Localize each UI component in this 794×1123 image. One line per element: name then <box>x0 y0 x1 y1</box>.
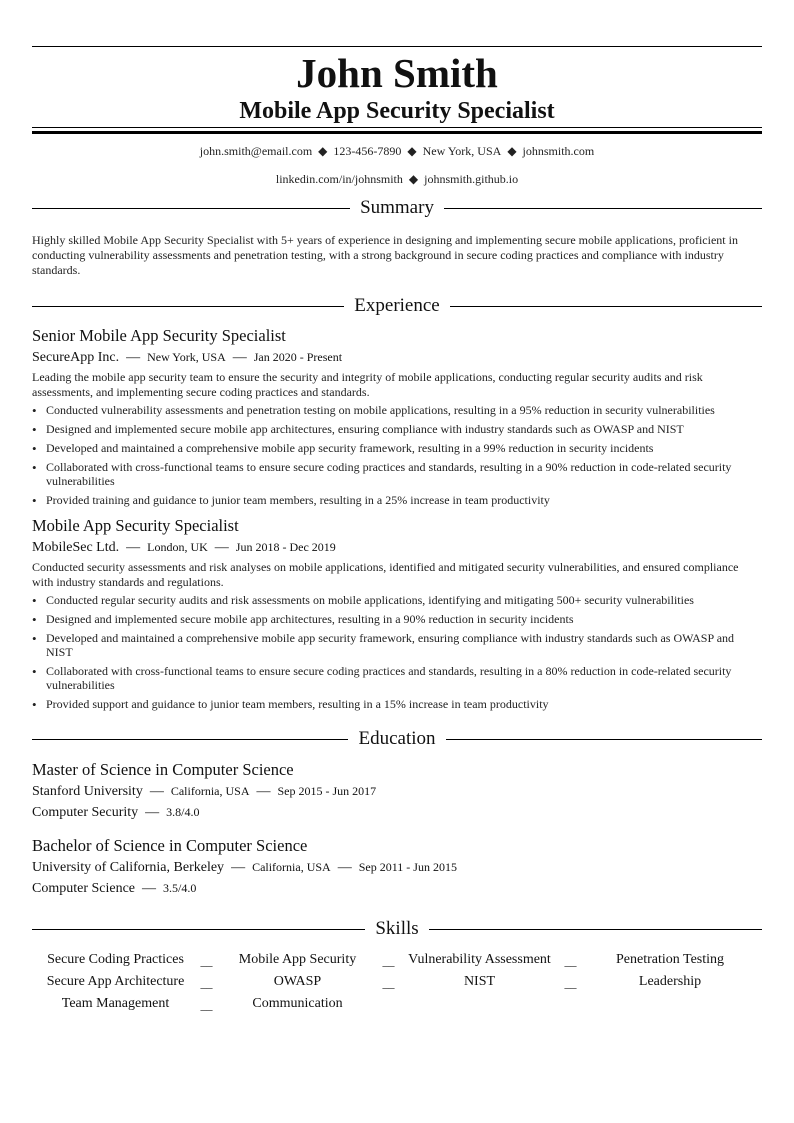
job-description: Conducted security assessments and risk analyses on mobile applications, identified and mitigated security vulnerabilities, and ensured compliance with industry standards and regulations. <box>32 560 739 589</box>
dash-separator: — <box>126 540 141 555</box>
section-title: Summary <box>360 197 434 218</box>
skill-item: Mobile App Security <box>238 952 357 967</box>
company-name: MobileSec Ltd. <box>32 540 120 555</box>
skill-item: Communication <box>252 996 343 1011</box>
skill-item: Leadership <box>638 974 702 989</box>
job-title: Senior Mobile App Security Specialist <box>32 326 286 345</box>
skill-separator: __ <box>564 976 577 990</box>
job-description: Leading the mobile app security team to ensure the security and integrity of mobile applications, conducting regular security audits and risk assessments, and implementing secure coding practices and standards. <box>32 370 703 399</box>
degree: Master of Science in Computer Science <box>32 760 294 779</box>
dash-separator: — <box>126 350 141 365</box>
skill-item: NIST <box>463 974 496 989</box>
list-item: • Conducted vulnerability assessments and penetration testing on mobile applications, resulting in a 95% reduction in security vulnerabilities <box>32 403 762 417</box>
job-dates: Jan 2020 - Present <box>253 350 343 364</box>
skill-item: Secure Coding Practices <box>47 952 184 967</box>
header-double-rule <box>32 127 762 134</box>
resume-page <box>32 46 762 1016</box>
skill-item: Secure App Architecture <box>46 974 185 989</box>
school-location: California, USA <box>170 784 250 798</box>
gpa: 3.5/4.0 <box>163 881 197 895</box>
dash-separator: — <box>145 805 160 820</box>
diamond-separator-icon: ◆ <box>507 144 517 158</box>
skill-separator: __ <box>200 976 213 990</box>
top-rule <box>32 46 762 47</box>
list-item: • Collaborated with cross-functional teams to ensure secure coding practices and standards, resulting in a 80% reduction in code-related security vulnerabilities <box>32 664 762 692</box>
education-meta <box>32 782 762 801</box>
education-dates: Sep 2015 - Jun 2017 <box>277 784 377 798</box>
skill-separator: __ <box>200 954 213 968</box>
heading-rule <box>450 306 762 307</box>
diamond-separator-icon: ◆ <box>408 172 419 186</box>
heading-rule <box>444 208 762 209</box>
job-location: London, UK <box>147 540 208 554</box>
dash-separator: — <box>337 860 352 875</box>
candidate-name: John Smith <box>296 50 498 96</box>
summary-section-heading <box>32 197 762 219</box>
job-meta <box>32 538 762 557</box>
job-meta <box>32 348 762 367</box>
school-name: Stanford University <box>32 784 143 799</box>
school-location: California, USA <box>252 860 331 874</box>
list-item: • Designed and implemented secure mobile app architectures, resulting in a 90% reduction in security incidents <box>32 612 762 626</box>
experience-entry <box>32 516 762 711</box>
list-item: • Developed and maintained a comprehensive mobile app security framework, resulting in a 99% reduction in security incidents <box>32 441 762 455</box>
list-item: • Collaborated with cross-functional teams to ensure secure coding practices and standards, resulting in a 90% reduction in code-related security vulnerabilities <box>32 460 762 488</box>
dash-separator: — <box>232 350 247 365</box>
education-meta <box>32 858 762 877</box>
achievement-list <box>32 403 762 507</box>
list-item: • Developed and maintained a comprehensive mobile app security framework, ensuring compliance with industry standards such as OWASP and NIST <box>32 631 762 659</box>
experience-entry <box>32 326 762 507</box>
section-title: Experience <box>354 295 440 316</box>
list-item: • Provided support and guidance to junior team members, resulting in a 15% increase in team productivity <box>32 697 762 711</box>
dash-separator: — <box>149 784 164 799</box>
gpa: 3.8/4.0 <box>166 805 200 819</box>
list-item: • Conducted regular security audits and risk assessments on mobile applications, identifying and mitigating 500+ security vulnerabilities <box>32 593 762 607</box>
heading-rule <box>32 739 348 740</box>
education-entry <box>32 760 762 822</box>
list-item: • Provided training and guidance to junior team members, resulting in a 25% increase in team productivity <box>32 493 762 507</box>
education-section-heading <box>32 728 762 750</box>
heading-rule <box>446 739 762 740</box>
heading-rule <box>32 306 344 307</box>
section-title: Skills <box>375 918 419 939</box>
heading-rule <box>32 208 350 209</box>
job-title: Mobile App Security Specialist <box>32 516 239 535</box>
experience-section-heading <box>32 295 762 317</box>
job-dates: Jun 2018 - Dec 2019 <box>235 540 336 554</box>
section-title: Education <box>358 728 436 749</box>
diamond-separator-icon: ◆ <box>318 144 328 158</box>
dash-separator: — <box>231 860 246 875</box>
diamond-separator-icon: ◆ <box>407 144 417 158</box>
skill-item: Team Management <box>61 996 170 1011</box>
skill-separator: __ <box>382 954 395 968</box>
list-item: • Designed and implemented secure mobile app architectures, ensuring compliance with industry standards such as OWASP and NIST <box>32 422 762 436</box>
education-field <box>32 803 762 822</box>
skill-item: Vulnerability Assessment <box>408 952 551 967</box>
skills-section-heading <box>32 918 762 940</box>
achievement-list <box>32 593 762 711</box>
skill-separator: __ <box>564 954 577 968</box>
school-name: University of California, Berkeley <box>32 860 225 875</box>
field-of-study: Computer Security <box>32 805 139 820</box>
candidate-title: Mobile App Security Specialist <box>239 98 555 124</box>
skill-separator: __ <box>382 976 395 990</box>
education-field <box>32 879 762 898</box>
summary-text: Highly skilled Mobile App Security Specialist with 5+ years of experience in designing and implementing secure mobile applications, proficient in conducting vulnerability assessments and penetration testing, with a strong background in secure coding practices and compliance with industry standards. <box>32 233 738 277</box>
skill-item: Penetration Testing <box>615 952 725 967</box>
skills-grid <box>32 950 762 1016</box>
contact-line-2 <box>32 172 762 186</box>
dash-separator: — <box>142 881 157 896</box>
phone-number: 123-456-7890 <box>333 144 402 158</box>
linkedin-link[interactable]: linkedin.com/in/johnsmith <box>275 172 403 186</box>
dash-separator: — <box>214 540 229 555</box>
heading-rule <box>32 929 365 930</box>
field-of-study: Computer Science <box>32 881 136 896</box>
skill-item: OWASP <box>273 974 322 989</box>
company-name: SecureApp Inc. <box>32 350 120 365</box>
degree: Bachelor of Science in Computer Science <box>32 836 308 855</box>
heading-rule <box>429 929 762 930</box>
education-dates: Sep 2011 - Jun 2015 <box>358 860 457 874</box>
contact-line-1 <box>32 144 762 158</box>
education-entry <box>32 836 762 898</box>
email-link[interactable]: john.smith@email.com <box>199 144 313 158</box>
dash-separator: — <box>256 784 271 799</box>
skill-separator: __ <box>200 998 213 1012</box>
job-location: New York, USA <box>147 350 226 364</box>
location: New York, USA <box>422 144 502 158</box>
website-link[interactable]: johnsmith.com <box>522 144 595 158</box>
github-link[interactable]: johnsmith.github.io <box>424 172 519 186</box>
